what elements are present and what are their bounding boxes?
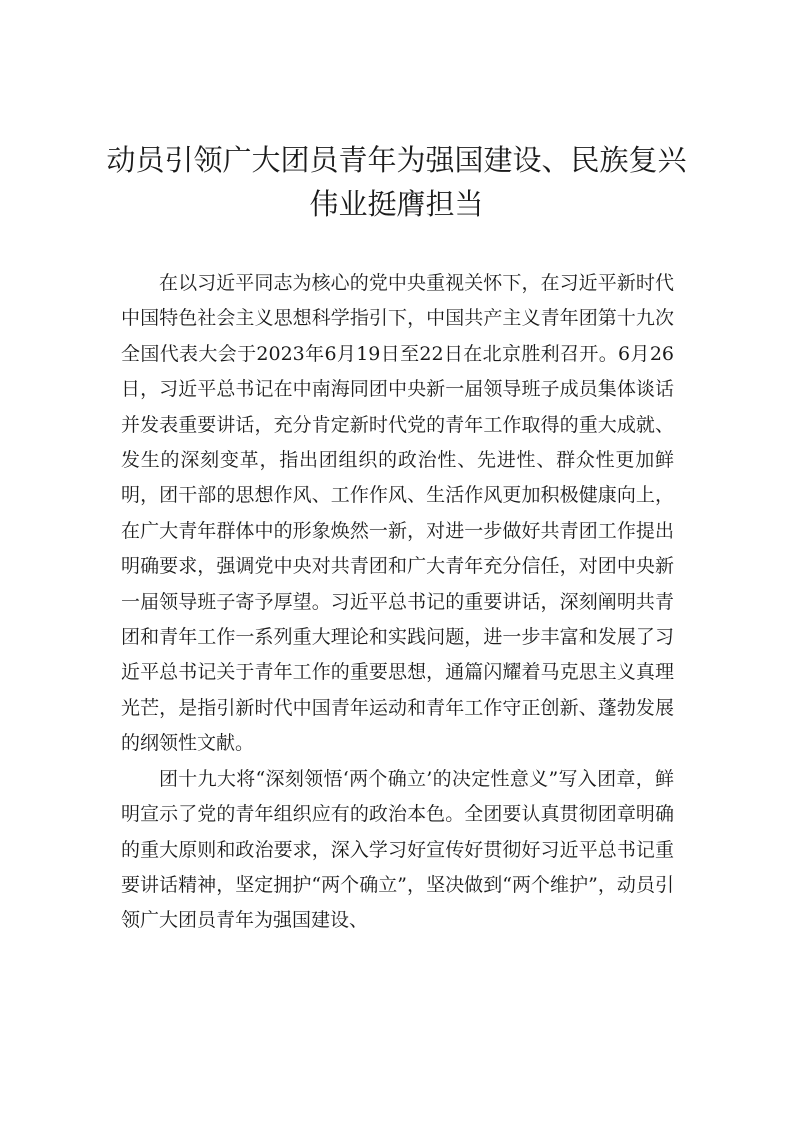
document-body: [121, 266, 674, 939]
document-title: 动员引领广大团员青年为强国建设、民族复兴伟业挺膺担当: [106, 143, 687, 221]
paragraph-2: 团十九大将“深刻领悟‘两个确立’的决定性意义”写入团章，鲜明宣示了党的青年组织应有的政治本色。全团要认真贯彻团章明确的重大原则和政治要求，深入学习好宣传好贯彻好习近平总书记重要讲话精神，坚定拥护“两个确立”，坚决做到“两个维护”，动员引领广大团员青年为强国建设、: [121, 767, 674, 932]
paragraph-1: 在以习近平同志为核心的党中央重视关怀下，在习近平新时代中国特色社会主义思想科学指引下，中国共产主义青年团第十九次全国代表大会于2023年6月19日至22日在北京胜利召开。6月26日，习近平总书记在中南海同团中央新一届领导班子成员集体谈话并发表重要讲话，充分肯定新时代党的青年工作取得的重大成就、发生的深刻变革，指出团组织的政治性、先进性、群众性更加鲜明，团干部的思想作风、工作作风、生活作风更加积极健康向上，在广大青年群体中的形象焕然一新，对进一步做好共青团工作提出明确要求，强调党中央对共青团和广大青年充分信任，对团中央新一届领导班子寄予厚望。习近平总书记的重要讲话，深刻阐明共青团和青年工作一系列重大理论和实践问题，进一步丰富和发展了习近平总书记关于青年工作的重要思想，通篇闪耀着马克思主义真理光芒，是指引新时代中国青年运动和青年工作守正创新、蓬勃发展的纲领性文献。: [121, 272, 674, 755]
